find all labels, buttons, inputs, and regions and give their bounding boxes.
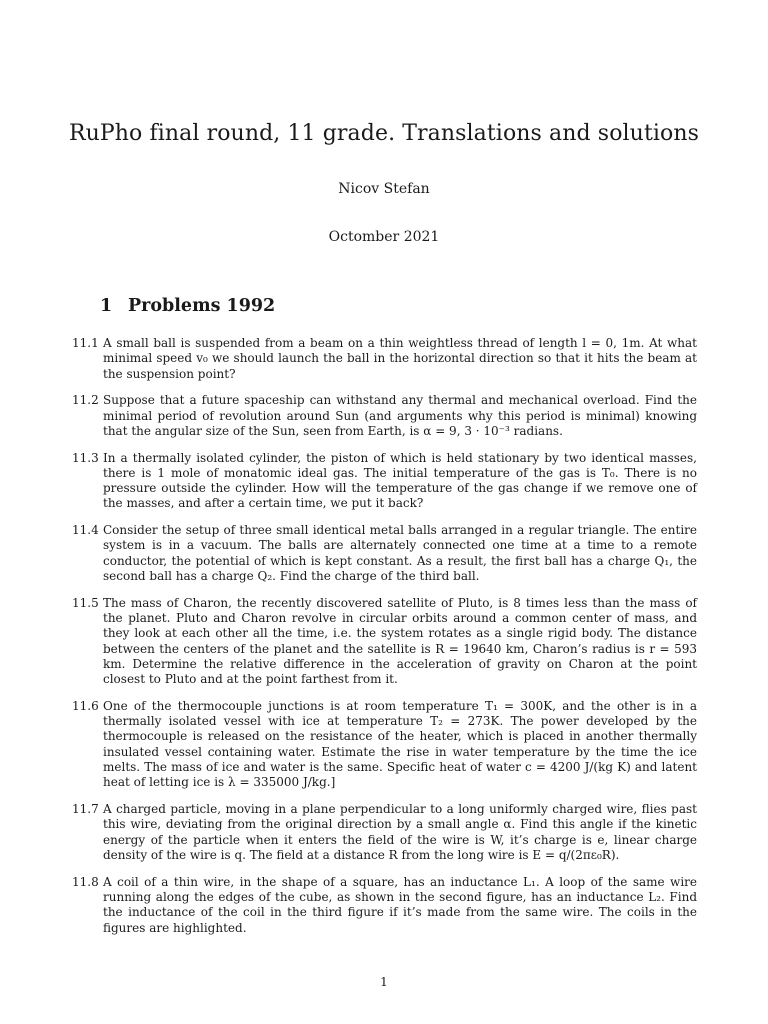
problem-list	[72, 336, 697, 947]
problem-item	[72, 451, 697, 512]
problem-item	[72, 393, 697, 439]
problem-number: 11.3	[72, 450, 99, 465]
problem-item	[72, 802, 697, 863]
problem-text: The mass of Charon, the recently discovered satellite of Pluto, is 8 times less than the mass of the planet. Pluto and Charon revolve in circular orbits around a common center of mass, and they look at each other all the time, i.e. the system rotates as a single rigid body. The distance between the centers of the planet and the satellite is R = 19640 km, Charon’s radius is r = 593 km. Determine the relative difference in the acceleration of gravity on Charon at the point closest to Pluto and at the point farthest from it.	[103, 595, 697, 687]
problem-number: 11.7	[72, 802, 99, 817]
problem-item	[72, 336, 697, 382]
paper-title: RuPho final round, 11 grade. Translations and solutions	[68, 121, 700, 146]
problem-item	[72, 699, 697, 791]
problem-text: One of the thermocouple junctions is at room temperature T₁ = 300K, and the other is in a thermally isolated vessel with ice at temperature T₂ = 273K. The power developed by the thermocouple is released on the resistance of the heater, which is placed in another thermally insulated vessel containing water. Estimate the rise in water temperature by the time the ice melts. The mass of ice and water is the same. Specific heat of water c = 4200 J/(kg K) and latent heat of letting ice is λ = 335000 J/kg.]	[103, 698, 697, 790]
problem-text: Consider the setup of three small identical metal balls arranged in a regular triangle. The entire system is in a vacuum. The balls are alternately connected one time at a time to a remote conductor, the potential of which is kept constant. As a result, the first ball has a charge Q₁, the second ball has a charge Q₂. Find the charge of the third ball.	[103, 523, 697, 584]
problem-text: A coil of a thin wire, in the shape of a square, has an inductance L₁. A loop of the same wire running along the edges of the cube, as shown in the second figure, has an inductance L₂. Find the inductance of the coil in the third figure if it’s made from the same wire. The coils in the figures are highlighted.	[103, 874, 697, 935]
problem-number: 11.4	[72, 523, 99, 538]
problem-number: 11.8	[72, 874, 99, 889]
section-number: 1	[100, 296, 113, 316]
problem-number: 11.5	[72, 595, 99, 610]
problem-text: Suppose that a future spaceship can withstand any thermal and mechanical overload. Find the minimal period of revolution around Sun (and arguments why this period is minimal) knowing that the angular size of the Sun, seen from Earth, is α = 9, 3 · 10⁻³ radians.	[103, 393, 697, 438]
paper-date: Octomber 2021	[328, 229, 440, 245]
section-title: Problems 1992	[128, 296, 276, 316]
problem-item	[72, 596, 697, 688]
problem-text: A small ball is suspended from a beam on a thin weightless thread of length l = 0, 1m. At what minimal speed v₀ we should launch the ball in the horizontal direction so that it hits the beam at the suspension point?	[103, 336, 697, 381]
page-number: 1	[380, 975, 388, 989]
problem-number: 11.6	[72, 698, 99, 713]
problem-number: 11.1	[72, 336, 99, 350]
problem-item	[72, 875, 697, 936]
problem-number: 11.2	[72, 393, 99, 408]
problem-text: A charged particle, moving in a plane perpendicular to a long uniformly charged wire, flies past this wire, deviating from the original direction by a small angle α. Find this angle if the kinetic energy of the particle when it enters the field of the wire is W, it’s charge is e, linear charge density of the wire is q. The field at a distance R from the long wire is E = q/(2πε₀R).	[103, 802, 697, 862]
problem-text: In a thermally isolated cylinder, the piston of which is held stationary by two identical masses, there is 1 mole of monatomic ideal gas. The initial temperature of the gas is T₀. There is no pressure outside the cylinder. How will the temperature of the gas change if we remove one of the masses, and after a certain time, we put it back?	[103, 450, 697, 511]
problem-item	[72, 523, 697, 584]
section-heading	[100, 296, 275, 316]
author-name: Nicov Stefan	[338, 181, 430, 197]
